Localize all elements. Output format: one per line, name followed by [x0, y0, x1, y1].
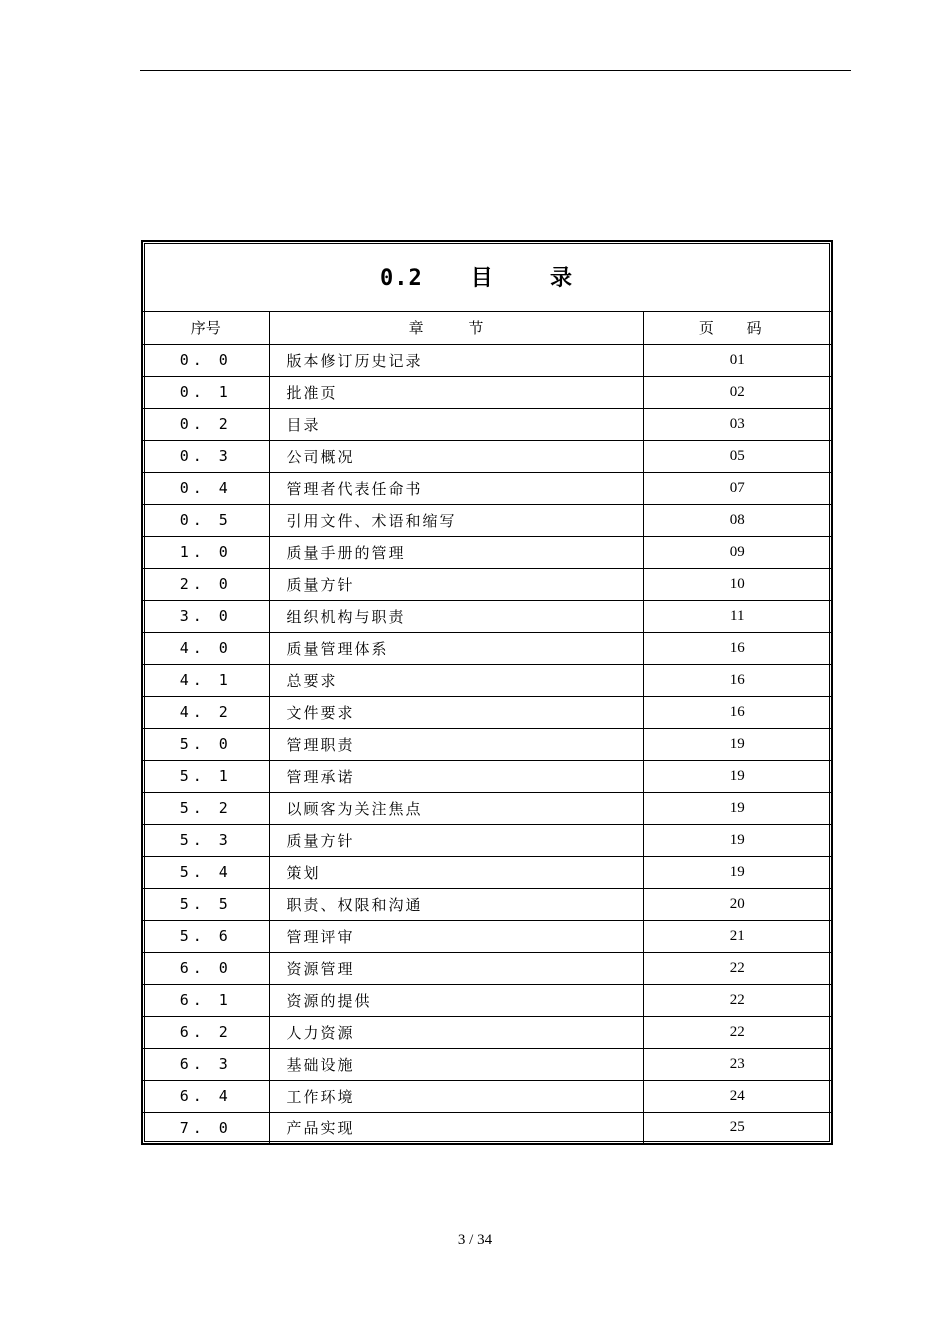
row-chapter: 批准页	[269, 376, 643, 408]
row-seq: 5. 4	[142, 856, 269, 888]
row-page: 20	[643, 888, 832, 920]
row-seq: 5. 3	[142, 824, 269, 856]
row-chapter: 质量管理体系	[269, 632, 643, 664]
row-seq: 5. 5	[142, 888, 269, 920]
row-page: 16	[643, 632, 832, 664]
row-page: 16	[643, 664, 832, 696]
row-chapter: 管理承诺	[269, 760, 643, 792]
table-row	[142, 920, 832, 952]
row-chapter: 工作环境	[269, 1080, 643, 1112]
row-chapter: 版本修订历史记录	[269, 344, 643, 376]
row-seq: 4. 1	[142, 664, 269, 696]
table-row	[142, 984, 832, 1016]
row-seq: 4. 0	[142, 632, 269, 664]
row-seq: 0. 3	[142, 440, 269, 472]
table-row	[142, 440, 832, 472]
row-seq: 0. 0	[142, 344, 269, 376]
row-page: 21	[643, 920, 832, 952]
row-page: 05	[643, 440, 832, 472]
row-chapter: 基础设施	[269, 1048, 643, 1080]
row-chapter: 质量手册的管理	[269, 536, 643, 568]
table-row	[142, 408, 832, 440]
row-page: 11	[643, 600, 832, 632]
table-row	[142, 696, 832, 728]
row-chapter: 职责、权限和沟通	[269, 888, 643, 920]
row-seq: 5. 2	[142, 792, 269, 824]
row-chapter: 目录	[269, 408, 643, 440]
table-row	[142, 728, 832, 760]
row-page: 19	[643, 824, 832, 856]
row-seq: 6. 4	[142, 1080, 269, 1112]
row-page: 22	[643, 952, 832, 984]
row-chapter: 文件要求	[269, 696, 643, 728]
row-chapter: 管理职责	[269, 728, 643, 760]
row-seq: 0. 2	[142, 408, 269, 440]
row-seq: 6. 1	[142, 984, 269, 1016]
row-seq: 5. 0	[142, 728, 269, 760]
toc-title-text: 目 录	[470, 265, 594, 291]
row-page: 02	[643, 376, 832, 408]
row-seq: 0. 1	[142, 376, 269, 408]
row-seq: 5. 6	[142, 920, 269, 952]
row-chapter: 总要求	[269, 664, 643, 696]
row-page: 19	[643, 728, 832, 760]
row-chapter: 引用文件、术语和缩写	[269, 504, 643, 536]
toc-table	[141, 240, 833, 1145]
row-page: 03	[643, 408, 832, 440]
row-seq: 0. 5	[142, 504, 269, 536]
row-page: 09	[643, 536, 832, 568]
header-chapter: 章 节	[269, 311, 643, 344]
row-chapter: 以顾客为关注焦点	[269, 792, 643, 824]
toc-title	[142, 241, 832, 311]
table-row	[142, 1016, 832, 1048]
row-seq: 2. 0	[142, 568, 269, 600]
row-chapter: 管理评审	[269, 920, 643, 952]
row-page: 16	[643, 696, 832, 728]
table-row	[142, 1048, 832, 1080]
table-row	[142, 600, 832, 632]
row-chapter: 质量方针	[269, 824, 643, 856]
row-page: 23	[643, 1048, 832, 1080]
row-page: 22	[643, 984, 832, 1016]
table-row	[142, 472, 832, 504]
header-rule	[140, 70, 851, 71]
row-chapter: 产品实现	[269, 1112, 643, 1144]
row-page: 10	[643, 568, 832, 600]
row-seq: 5. 1	[142, 760, 269, 792]
table-row	[142, 664, 832, 696]
row-seq: 7. 0	[142, 1112, 269, 1144]
table-row	[142, 1080, 832, 1112]
table-row	[142, 952, 832, 984]
table-row	[142, 632, 832, 664]
row-page: 22	[643, 1016, 832, 1048]
table-row	[142, 792, 832, 824]
table-row	[142, 504, 832, 536]
row-seq: 3. 0	[142, 600, 269, 632]
table-row	[142, 1112, 832, 1144]
row-page: 24	[643, 1080, 832, 1112]
toc-header-row	[142, 311, 832, 344]
header-page: 页 码	[643, 311, 832, 344]
toc-title-number: 0.2	[380, 265, 423, 291]
toc-title-row	[142, 241, 832, 311]
table-row	[142, 856, 832, 888]
row-page: 19	[643, 792, 832, 824]
toc-body	[142, 344, 832, 1144]
header-seq: 序号	[142, 311, 269, 344]
table-row	[142, 888, 832, 920]
row-seq: 0. 4	[142, 472, 269, 504]
row-seq: 6. 2	[142, 1016, 269, 1048]
row-chapter: 公司概况	[269, 440, 643, 472]
row-page: 25	[643, 1112, 832, 1144]
row-page: 08	[643, 504, 832, 536]
row-chapter: 策划	[269, 856, 643, 888]
row-chapter: 资源管理	[269, 952, 643, 984]
row-seq: 4. 2	[142, 696, 269, 728]
row-chapter: 管理者代表任命书	[269, 472, 643, 504]
row-page: 19	[643, 760, 832, 792]
row-chapter: 组织机构与职责	[269, 600, 643, 632]
row-chapter: 资源的提供	[269, 984, 643, 1016]
table-row	[142, 568, 832, 600]
row-chapter: 人力资源	[269, 1016, 643, 1048]
row-seq: 6. 3	[142, 1048, 269, 1080]
row-page: 19	[643, 856, 832, 888]
table-row	[142, 536, 832, 568]
row-page: 07	[643, 472, 832, 504]
table-row	[142, 760, 832, 792]
row-chapter: 质量方针	[269, 568, 643, 600]
table-row	[142, 344, 832, 376]
row-page: 01	[643, 344, 832, 376]
page-indicator: 3 / 34	[457, 1232, 493, 1248]
table-row	[142, 376, 832, 408]
table-row	[142, 824, 832, 856]
row-seq: 1. 0	[142, 536, 269, 568]
row-seq: 6. 0	[142, 952, 269, 984]
